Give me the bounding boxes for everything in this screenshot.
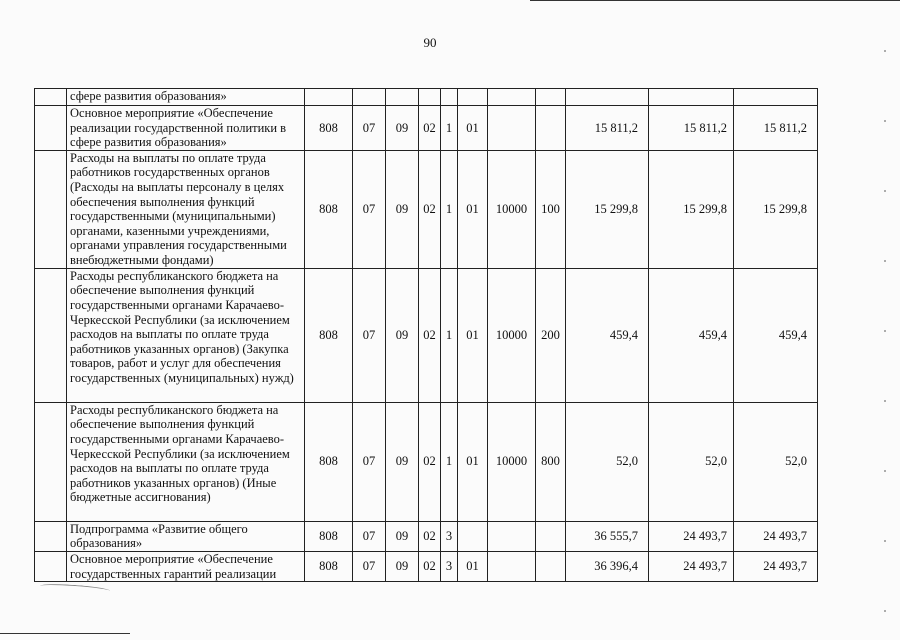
code-direction [488, 521, 536, 551]
code-expense-type [536, 106, 566, 151]
amount-year-3: 459,4 [734, 268, 818, 402]
amount-year-3: 24 493,7 [734, 521, 818, 551]
code-admin: 808 [305, 402, 353, 521]
code-section: 07 [353, 402, 386, 521]
amount-year-3: 15 299,8 [734, 150, 818, 268]
code-event: 01 [458, 551, 488, 581]
bottom-rule [0, 633, 130, 634]
code-section: 07 [353, 551, 386, 581]
code-direction: 10000 [488, 402, 536, 521]
amount-year-1: 459,4 [566, 268, 649, 402]
code-expense-type: 100 [536, 150, 566, 268]
amount-year-3 [734, 89, 818, 106]
row-name: Основное мероприятие «Обеспечение реализации государственной политики в сфере развития образования» [67, 106, 305, 151]
row-lead-cell [35, 551, 67, 581]
code-subsection: 09 [386, 551, 419, 581]
code-subprogram: 1 [441, 268, 458, 402]
table-row [35, 521, 818, 551]
code-section [353, 89, 386, 106]
code-subsection: 09 [386, 106, 419, 151]
row-name: Основное мероприятие «Обеспечение государственных гарантий реализации [67, 551, 305, 581]
code-program: 02 [419, 521, 441, 551]
code-program: 02 [419, 551, 441, 581]
amount-year-2: 459,4 [649, 268, 734, 402]
amount-year-2: 15 299,8 [649, 150, 734, 268]
code-expense-type [536, 521, 566, 551]
code-event: 01 [458, 402, 488, 521]
amount-year-3: 52,0 [734, 402, 818, 521]
code-direction [488, 551, 536, 581]
code-event: 01 [458, 268, 488, 402]
amount-year-3: 24 493,7 [734, 551, 818, 581]
code-direction: 10000 [488, 268, 536, 402]
code-subsection: 09 [386, 150, 419, 268]
code-direction: 10000 [488, 150, 536, 268]
code-program: 02 [419, 106, 441, 151]
code-expense-type: 200 [536, 268, 566, 402]
amount-year-1: 52,0 [566, 402, 649, 521]
table-row [35, 106, 818, 151]
code-event: 01 [458, 106, 488, 151]
amount-year-2: 15 811,2 [649, 106, 734, 151]
row-name: Расходы на выплаты по оплате труда работников государственных органов (Расходы на выплаты персоналу в целях обеспечения выполнения функций государственными (муниципальными) органами, казенными учреждениями, органами управления государственными внебюджетными фондами) [67, 150, 305, 268]
row-lead-cell [35, 150, 67, 268]
code-expense-type [536, 551, 566, 581]
code-direction [488, 106, 536, 151]
row-name: сфере развития образования» [67, 89, 305, 106]
amount-year-1 [566, 89, 649, 106]
amount-year-1: 15 299,8 [566, 150, 649, 268]
amount-year-1: 36 396,4 [566, 551, 649, 581]
table-body [35, 89, 818, 582]
budget-table [34, 88, 818, 582]
amount-year-2 [649, 89, 734, 106]
code-program [419, 89, 441, 106]
table-row [35, 551, 818, 581]
row-name: Расходы республиканского бюджета на обеспечение выполнения функций государственными органами Карачаево-Черкесской Республики (за исключением расходов на выплаты по оплате труда работников указанных органов) (Закупка товаров, работ и услуг для обеспечения государственных (муниципальных) нужд) [67, 268, 305, 402]
code-event [458, 89, 488, 106]
code-subsection: 09 [386, 402, 419, 521]
code-admin: 808 [305, 268, 353, 402]
code-expense-type [536, 89, 566, 106]
code-admin: 808 [305, 521, 353, 551]
code-subsection: 09 [386, 521, 419, 551]
top-rule [530, 0, 900, 1]
code-subsection [386, 89, 419, 106]
row-lead-cell [35, 521, 67, 551]
code-admin: 808 [305, 106, 353, 151]
row-name: Расходы республиканского бюджета на обеспечение выполнения функций государственными органами Карачаево-Черкесской Республики (за исключением расходов на выплаты по оплате труда работников указанных органов) (Иные бюджетные ассигнования) [67, 402, 305, 521]
row-name: Подпрограмма «Развитие общего образования» [67, 521, 305, 551]
code-subprogram: 1 [441, 106, 458, 151]
table-row [35, 150, 818, 268]
amount-year-3: 15 811,2 [734, 106, 818, 151]
code-section: 07 [353, 521, 386, 551]
code-direction [488, 89, 536, 106]
amount-year-2: 52,0 [649, 402, 734, 521]
table-row [35, 268, 818, 402]
code-subprogram: 3 [441, 521, 458, 551]
code-section: 07 [353, 106, 386, 151]
code-event: 01 [458, 150, 488, 268]
code-admin [305, 89, 353, 106]
table-row [35, 402, 818, 521]
code-subprogram: 3 [441, 551, 458, 581]
code-section: 07 [353, 268, 386, 402]
amount-year-2: 24 493,7 [649, 521, 734, 551]
code-program: 02 [419, 402, 441, 521]
code-subprogram: 1 [441, 150, 458, 268]
row-lead-cell [35, 402, 67, 521]
code-admin: 808 [305, 551, 353, 581]
scan-edge-marks [884, 10, 886, 620]
table-row [35, 89, 818, 106]
code-subsection: 09 [386, 268, 419, 402]
code-program: 02 [419, 268, 441, 402]
amount-year-2: 24 493,7 [649, 551, 734, 581]
code-subprogram [441, 89, 458, 106]
scan-artifact-stroke [40, 583, 110, 595]
code-section: 07 [353, 150, 386, 268]
code-expense-type: 800 [536, 402, 566, 521]
amount-year-1: 36 555,7 [566, 521, 649, 551]
row-lead-cell [35, 106, 67, 151]
code-program: 02 [419, 150, 441, 268]
row-lead-cell [35, 268, 67, 402]
amount-year-1: 15 811,2 [566, 106, 649, 151]
row-lead-cell [35, 89, 67, 106]
page-number: 90 [423, 35, 437, 50]
code-admin: 808 [305, 150, 353, 268]
code-subprogram: 1 [441, 402, 458, 521]
code-event [458, 521, 488, 551]
